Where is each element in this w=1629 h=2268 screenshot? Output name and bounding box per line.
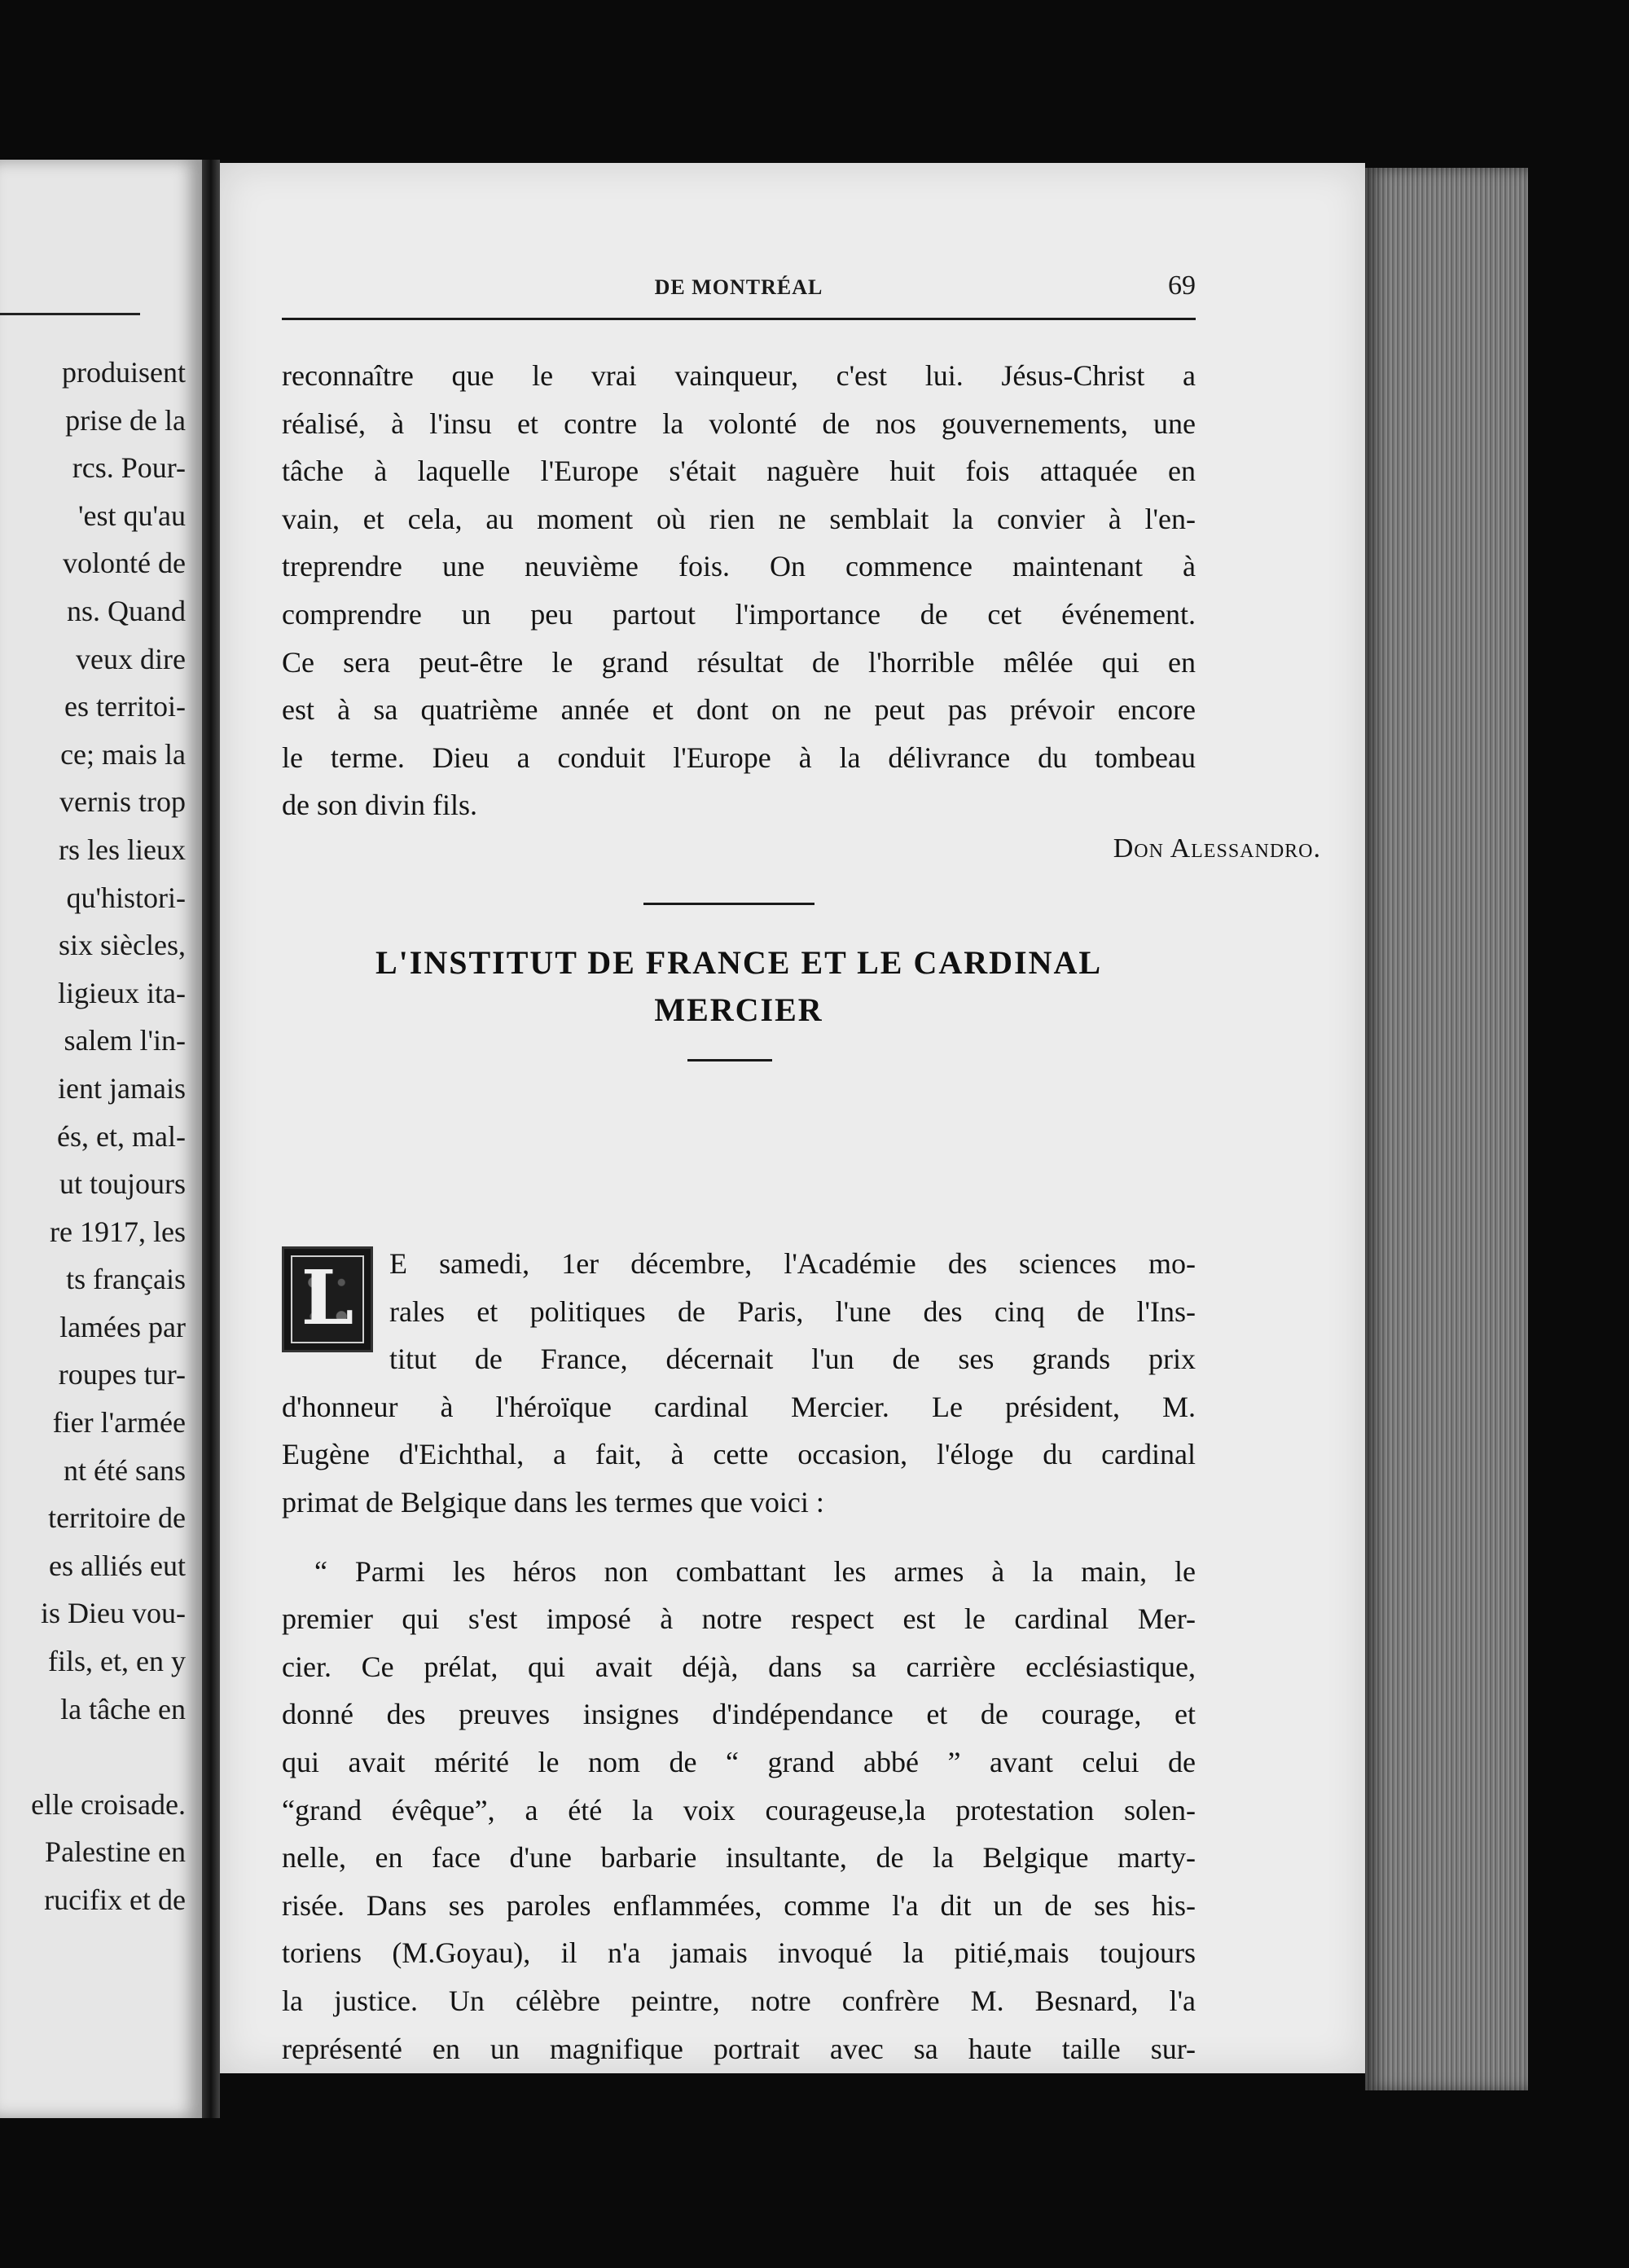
text-line: is Dieu vou- — [41, 1597, 186, 1630]
left-facing-page — [0, 160, 202, 2118]
dropcap-letter: L — [301, 1254, 354, 1342]
text-line: Ce sera peut-être le grand résultat de l'horrible mêlée qui en — [282, 645, 1196, 679]
article-body — [282, 1240, 1196, 2072]
text-line: premier qui s'est imposé à notre respect est le cardinal Mer- — [282, 1602, 1196, 1636]
text-line: volonté de — [63, 547, 186, 580]
text-line: qui avait mérité le nom de “ grand abbé ” avant celui de — [282, 1745, 1196, 1778]
quote-paragraph — [282, 1548, 1196, 2073]
section-separator — [643, 903, 814, 905]
book-gutter — [202, 160, 220, 2118]
text-line: elle croisade. — [31, 1787, 186, 1821]
author-signature: Don Alessandro. — [1113, 833, 1321, 864]
text-line: lamées par — [59, 1310, 186, 1343]
running-head: DE MONTRÉAL — [654, 275, 823, 299]
text-line: es alliés eut — [49, 1549, 186, 1582]
text-line: és, et, mal- — [57, 1119, 186, 1153]
text-line: le terme. Dieu a conduit l'Europe à la délivrance du tombeau — [282, 741, 1196, 774]
intro-lines — [282, 1383, 1196, 1527]
text-line: ns. Quand — [67, 594, 186, 627]
text-line — [0, 1733, 186, 1781]
left-header-rule — [0, 313, 140, 315]
closing-paragraph — [282, 352, 1196, 829]
text-line: ts français — [66, 1263, 186, 1296]
text-line: nt été sans — [64, 1453, 186, 1487]
text-line: vain, et cela, au moment où rien ne semblait la convier à l'en- — [282, 502, 1196, 535]
left-page-text — [0, 349, 186, 1924]
text-line: rs les lieux — [59, 833, 186, 866]
title-underline — [687, 1059, 772, 1061]
text-line: “ Parmi les héros non combattant les armes à la main, le — [314, 1554, 1196, 1588]
text-line: roupes tur- — [58, 1358, 186, 1391]
text-line: veux dire — [76, 642, 186, 675]
text-line: six siècles, — [59, 929, 186, 962]
text-line: rucifix et de — [44, 1883, 186, 1916]
header-rule — [282, 318, 1196, 320]
text-line: réalisé, à l'insu et contre la volonté de nos gouvernements, une — [282, 407, 1196, 440]
text-line: qu'histori- — [66, 881, 186, 914]
text-line: titut de France, décernait l'un de ses grands prix — [389, 1343, 1196, 1376]
text-line: territoire de — [48, 1501, 186, 1535]
article-title-line-2: MERCIER — [654, 991, 823, 1028]
text-line: la justice. Un célèbre peintre, notre confrère M. Besnard, l'a — [282, 1984, 1196, 2017]
text-line: rales et politiques de Paris, l'une des cinq de l'Ins- — [389, 1294, 1196, 1328]
text-line: ient jamais — [58, 1071, 186, 1105]
text-line: 'est qu'au — [78, 499, 186, 532]
text-line: “grand évêque”, a été la voix courageuse,la protestation solen- — [282, 1793, 1196, 1826]
text-line: prise de la — [65, 403, 186, 437]
text-line: nelle, en face d'une barbarie insultante, de la Belgique marty- — [282, 1841, 1196, 1875]
text-line: fier l'armée — [52, 1406, 186, 1439]
text-line: reconnaître que le vrai vainqueur, c'est lui. Jésus-Christ a — [282, 359, 1196, 392]
text-line: primat de Belgique dans les termes que voici : — [282, 1485, 824, 1519]
text-line: re 1917, les — [50, 1215, 186, 1248]
text-line: donné des preuves insignes d'indépendance et de courage, et — [282, 1698, 1196, 1731]
text-line: de son divin fils. — [282, 789, 477, 822]
intro-indented-lines — [282, 1240, 1196, 1383]
text-line: d'honneur à l'héroïque cardinal Mercier. Le président, M. — [282, 1390, 1196, 1423]
page-edges — [1365, 168, 1528, 2090]
text-line: cier. Ce prélat, qui avait déjà, dans sa carrière ecclésiastique, — [282, 1650, 1196, 1683]
text-line: E samedi, 1er décembre, l'Académie des sciences mo- — [389, 1247, 1196, 1280]
dropcap-ornament — [282, 1246, 373, 1352]
text-line: est à sa quatrième année et dont on ne peut pas prévoir encore — [282, 693, 1196, 727]
text-line: toriens (M.Goyau), il n'a jamais invoqué la pitié,mais toujours — [282, 1936, 1196, 1970]
text-line: es territoi- — [64, 690, 186, 723]
text-line: rcs. Pour- — [72, 451, 186, 485]
book-page — [220, 163, 1365, 2073]
text-line: treprendre une neuvième fois. On commence maintenant à — [282, 550, 1196, 583]
text-line: Palestine en — [45, 1835, 186, 1869]
text-line: Eugène d'Eichthal, a fait, à cette occasion, l'éloge du cardinal — [282, 1438, 1196, 1471]
text-line: représenté en un magnifique portrait avec sa haute taille sur- — [282, 2032, 1196, 2065]
page-header — [282, 267, 1196, 306]
text-line: risée. Dans ses paroles enflammées, comme l'a dit un de ses his- — [282, 1888, 1196, 1922]
text-line: ce; mais la — [60, 737, 186, 771]
article-title-line-1: L'INSTITUT DE FRANCE ET LE CARDINAL — [375, 944, 1103, 981]
page-number: 69 — [1168, 270, 1196, 301]
text-line: produisent — [62, 356, 186, 389]
text-line: comprendre un peu partout l'importance de cet événement. — [282, 597, 1196, 631]
text-line: fils, et, en y — [48, 1645, 186, 1678]
text-line: ligieux ita- — [58, 976, 186, 1009]
text-line: salem l'in- — [64, 1024, 186, 1057]
text-line: vernis trop — [59, 785, 186, 819]
text-line: tâche à laquelle l'Europe s'était naguère huit fois attaquée en — [282, 455, 1196, 488]
text-line: la tâche en — [60, 1692, 186, 1725]
text-line: ut toujours — [59, 1167, 186, 1201]
